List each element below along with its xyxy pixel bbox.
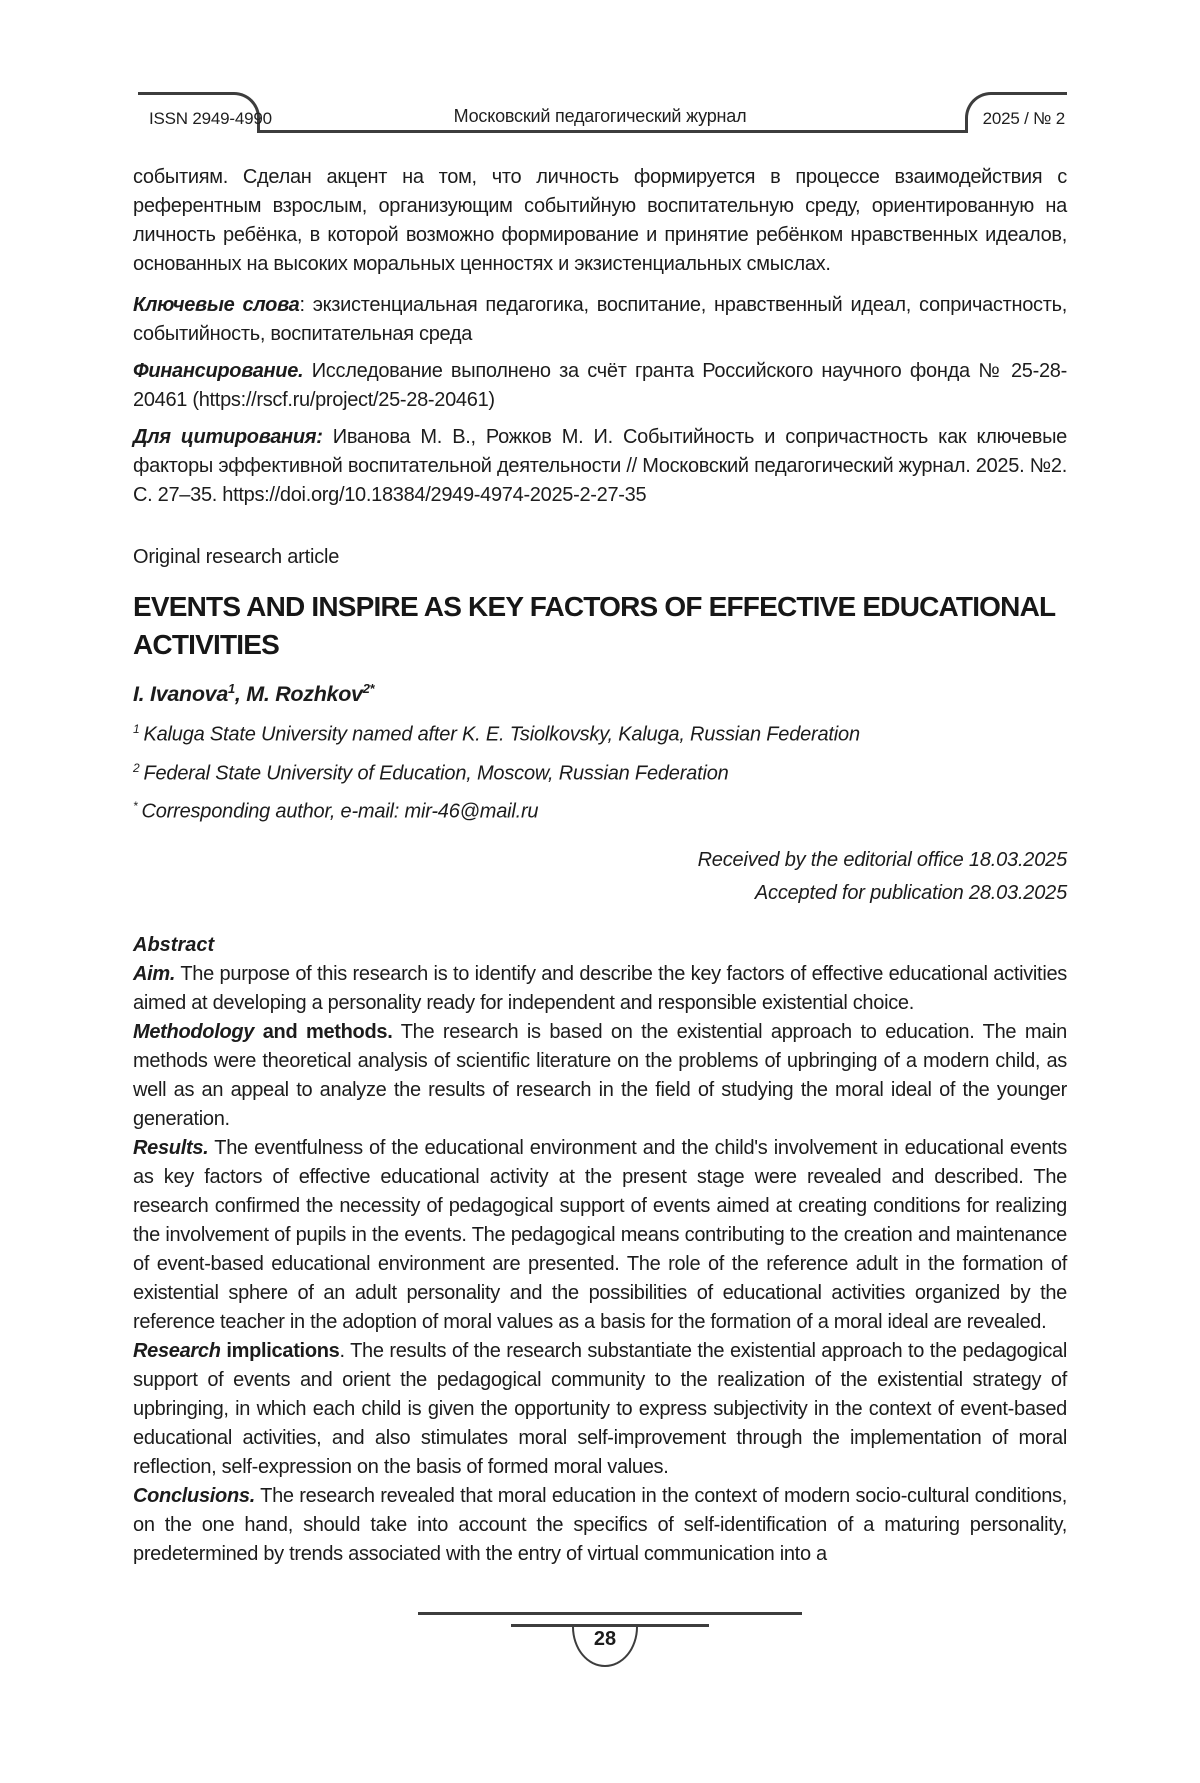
abstract-body [133,960,1067,1569]
abstract-results [133,1134,1067,1337]
aim-label: Aim. [133,963,176,986]
affiliation-1 [133,713,1067,752]
article-type-label: Original research article [133,546,340,568]
citation-text: Иванова М. В., Рожков М. И. Событийность и сопричастность как ключевые факторы эффективной воспитательной деятельности // Московский педагогический журнал. 2025. №2. С. 27–35. https://doi.org/10.18384/2949-4974-2025-2-27-35 [133,426,1067,506]
russian-abstract-continuation: событиям. Сделан акцент на том, что личность формируется в процессе взаимодействия с референтным взрослым, организующим событийную воспитательную среду, ориентированную на личность ребёнка, в которой возможно формирование и принятие ребёнком нравственных идеалов, основанных на высоких моральных ценностях и экзистенциальных смыслах. [133,166,1067,275]
corresponding-author-line [133,790,1067,829]
abstract-research-implications [133,1337,1067,1482]
funding-paragraph [133,357,1067,415]
funding-label: Финансирование. [133,360,304,382]
citation-paragraph [133,423,1067,510]
aim-text: The purpose of this research is to identify and describe the key factors of effective educational activities aimed at developing a personality ready for independent and responsible existential choice. [133,963,1067,1015]
article-title: EVENTS AND INSPIRE AS KEY FACTORS OF EFFECTIVE EDUCATIONAL ACTIVITIES [133,591,1055,660]
author-2-name: M. Rozhkov [246,682,363,707]
issue-label: 2025 / № 2 [982,109,1065,128]
journal-title: Московский педагогический журнал [453,106,747,126]
editorial-dates [133,844,1067,910]
affiliation-1-text: Kaluga State University named after K. E. Tsiolkovsky, Kaluga, Russian Federation [143,723,860,746]
abstract-conclusions [133,1482,1067,1569]
affiliation-2 [133,752,1067,791]
funding-text: Исследование выполнено за счёт гранта Российского научного фонда № 25-28-20461 (https://rscf.ru/project/25-28-20461) [133,360,1067,411]
page-number: 28 [593,1628,617,1650]
keywords-label: Ключевые слова [133,294,300,316]
implications-label-bold: implications [220,1340,340,1363]
author-1-superscript: 1 [228,681,235,696]
affiliations [133,713,1067,829]
conclusions-text: The research revealed that moral education in the context of modern socio-cultural conditions, on the one hand, should take into account the specifics of self-identification of a maturing personality, predetermined by trends associated with the entry of virtual communication into a [133,1485,1067,1566]
implications-text: . The results of the research substantiate the existential approach to the pedagogical support of events and orient the pedagogical community to the realization of the existential strategy of upbringing, in which each child is given the opportunity to express subjectivity in the context of event-based educational activities, and also stimulates moral self-improvement through the implementation of moral reflection, self-expression on the basis of formed moral values. [133,1340,1067,1479]
affiliation-2-marker: 2 [133,760,140,775]
keywords-paragraph [133,291,1067,349]
keywords-text: : экзистенциальная педагогика, воспитание, нравственный идеал, сопричастность, событийность, воспитательная среда [133,294,1067,345]
conclusions-label: Conclusions. [133,1485,255,1508]
citation-label: Для цитирования: [133,426,323,448]
authors-separator: , [234,682,247,707]
accepted-date: Accepted for publication 28.03.2025 [754,882,1067,905]
implications-label: Research [133,1340,221,1363]
methodology-label-bold: and methods. [254,1021,393,1044]
page-number-arc [572,1627,638,1667]
results-text: The eventfulness of the educational environment and the child's involvement in educational events as key factors of effective educational activity at the present stage were revealed and described. The research confirmed the necessity of pedagogical support of events aimed at creating conditions for realizing the involvement of pupils in the events. The pedagogical means contributing to the creation and maintenance of event-based educational environment are presented. The role of the reference adult in the formation of existential sphere of an adult personality and the possibilities of educational activities organized by the reference teacher in the adoption of moral values as a basis for the formation of a moral ideal are revealed. [133,1137,1067,1334]
abstract-heading: Abstract [133,934,215,957]
issn-label: ISSN 2949-4990 [149,109,272,128]
footer-rule-long [418,1612,802,1615]
received-date: Received by the editorial office 18.03.2025 [697,849,1067,872]
corresponding-author-text: Corresponding author, e-mail: mir-46@mail.ru [141,801,539,824]
affiliation-1-marker: 1 [133,722,140,737]
results-label: Results. [133,1137,209,1160]
methodology-text: The research is based on the existential approach to education. The main methods were theoretical analysis of scientific literature on the problems of upbringing of a modern child, as well as an appeal to analyze the results of research in the field of studying the moral ideal of the younger generation. [133,1021,1067,1131]
authors-line [133,681,1067,707]
abstract-methodology [133,1018,1067,1134]
affiliation-2-text: Federal State University of Education, Moscow, Russian Federation [143,762,729,785]
author-1-name: I. Ivanova [133,682,228,707]
article-content [133,0,1067,1569]
author-2-superscript: 2* [362,681,375,696]
corresponding-author-marker: * [133,799,138,814]
methodology-label: Methodology [133,1021,255,1044]
abstract-aim [133,960,1067,1018]
